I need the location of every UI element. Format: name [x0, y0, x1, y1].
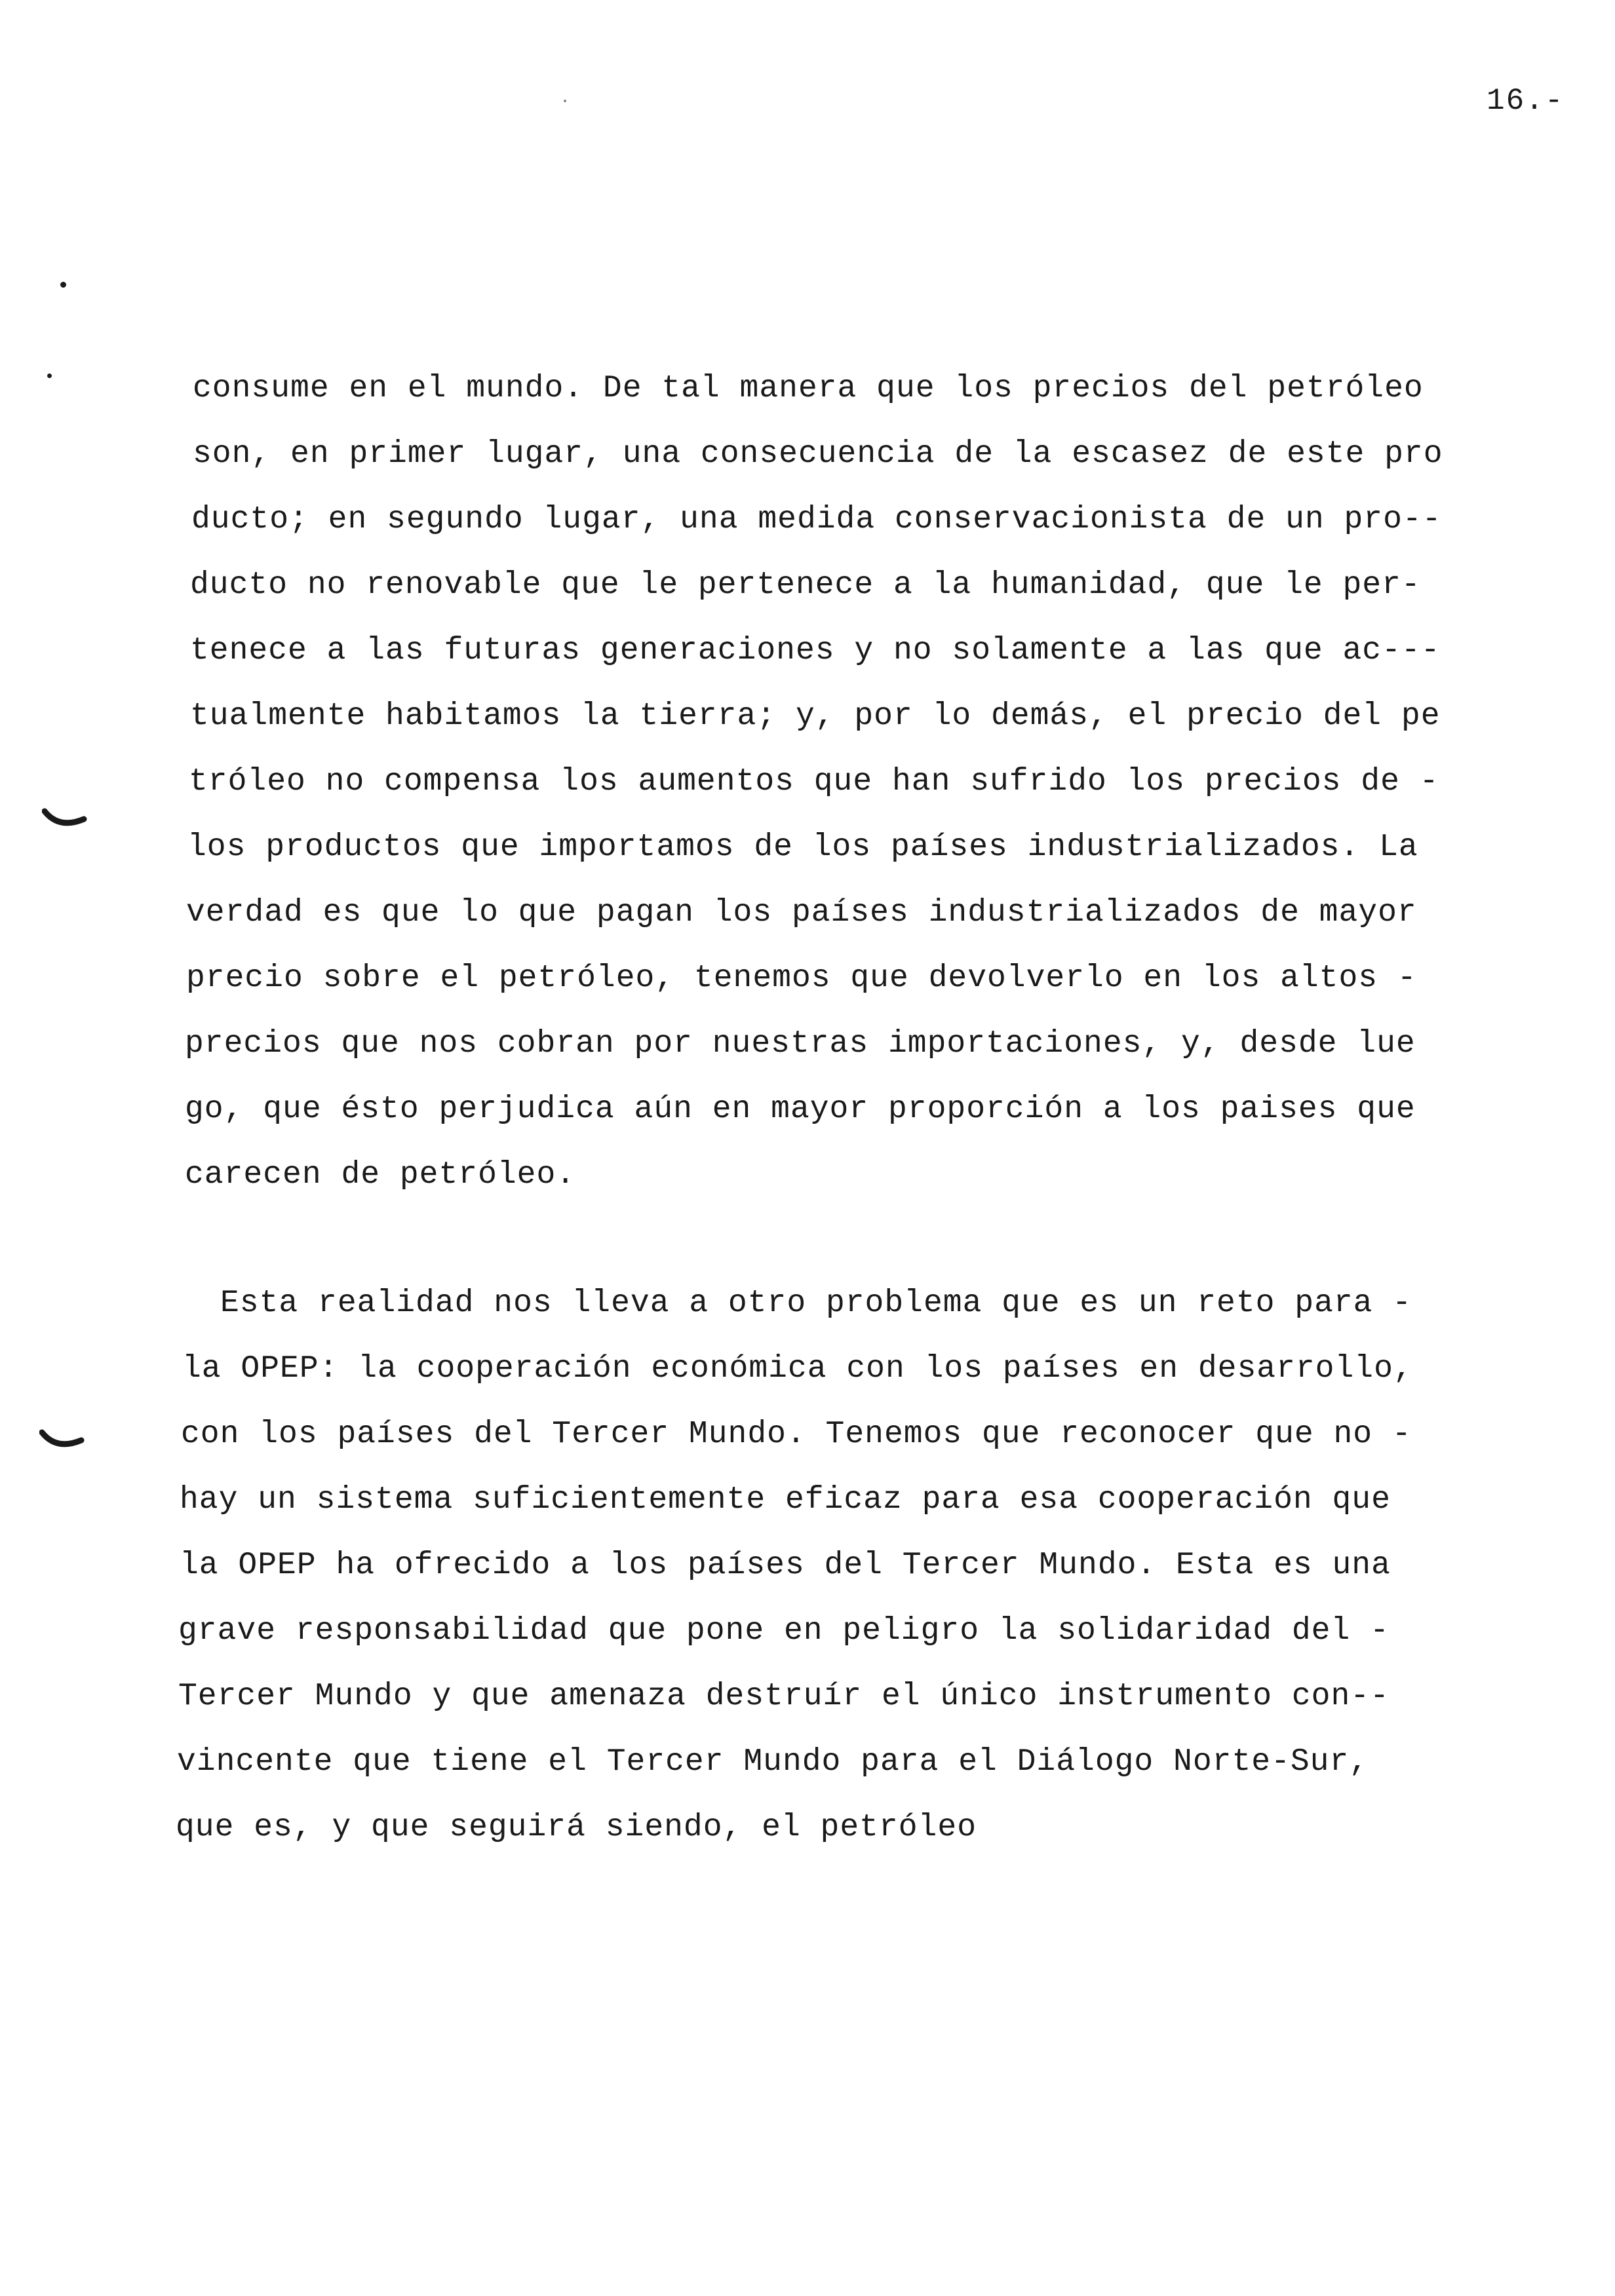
text-line: precios que nos cobran por nuestras importaciones, y, desde lue — [185, 1026, 1416, 1062]
text-line: que es, y que seguirá siendo, el petróleo — [176, 1810, 977, 1845]
text-line: hay un sistema suficientemente eficaz para esa cooperación que — [180, 1482, 1391, 1518]
margin-speck — [47, 373, 52, 378]
text-line: tróleo no compensa los aumentos que han sufrido los precios de - — [189, 764, 1439, 799]
text-line: vincente que tiene el Tercer Mundo para el Diálogo Norte-Sur, — [177, 1744, 1369, 1780]
text-line: Tercer Mundo y que amenaza destruír el único instrumento con-- — [178, 1679, 1390, 1714]
text-line: son, en primer lugar, una consecuencia de la escasez de este pro — [193, 436, 1443, 472]
text-line: precio sobre el petróleo, tenemos que devolverlo en los altos - — [186, 961, 1417, 996]
text-line: tenece a las futuras generaciones y no solamente a las que ac--- — [190, 633, 1441, 668]
page-number: 16.- — [1487, 84, 1565, 118]
text-line: los productos que importamos de los países industrializados. La — [187, 830, 1418, 865]
punch-hole-mark — [42, 807, 88, 833]
text-line: ducto no renovable que le pertenece a la humanidad, que le per- — [190, 567, 1421, 603]
text-line: la OPEP: la cooperación económica con los países en desarrollo, — [182, 1351, 1413, 1387]
margin-speck — [564, 100, 566, 102]
text-line: Esta realidad nos lleva a otro problema que es un reto para - — [220, 1286, 1412, 1321]
text-line: grave responsabilidad que pone en peligro la solidaridad del - — [178, 1613, 1390, 1649]
text-line: con los países del Tercer Mundo. Tenemos que reconocer que no - — [181, 1417, 1412, 1452]
punch-hole-mark — [39, 1428, 85, 1455]
text-line: carecen de petróleo. — [185, 1157, 576, 1193]
text-line: tualmente habitamos la tierra; y, por lo demás, el precio del pe — [190, 698, 1441, 734]
text-line: ducto; en segundo lugar, una medida conservacionista de un pro-- — [191, 502, 1442, 537]
margin-speck — [60, 282, 66, 288]
text-line: go, que ésto perjudica aún en mayor proporción a los paises que — [185, 1092, 1416, 1127]
text-line: verdad es que lo que pagan los países industrializados de mayor — [186, 895, 1417, 930]
text-line: consume en el mundo. De tal manera que los precios del petróleo — [193, 371, 1424, 406]
text-line: la OPEP ha ofrecido a los países del Tercer Mundo. Esta es una — [180, 1548, 1391, 1583]
